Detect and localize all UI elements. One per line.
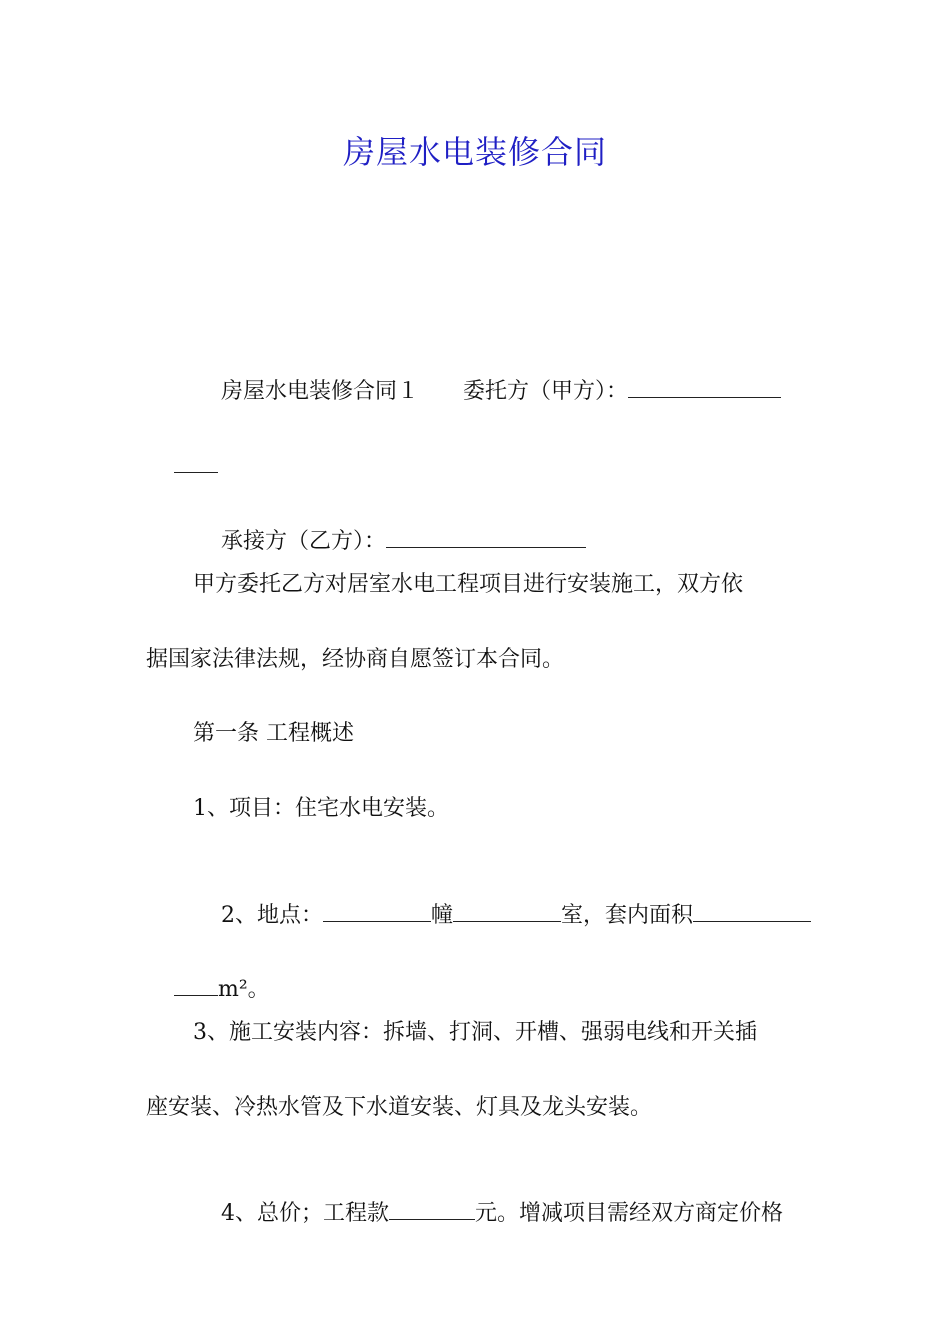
item-2-line-1: [193, 869, 811, 961]
item-4-line: [193, 1167, 783, 1259]
party-b-label: 承接方（乙方）：: [220, 529, 386, 554]
item-2-room-area: 室，套内面积: [561, 903, 694, 928]
party-a-label: 委托方（甲方）：: [463, 379, 629, 404]
item-4-prefix: 4、总价；工程款: [220, 1201, 389, 1226]
item-2-building: 幢: [430, 903, 453, 928]
item-3-line-1: 3、施工安装内容：拆墙、打洞、开槽、强弱电线和开关插: [193, 1020, 757, 1045]
party-a-blank: [628, 375, 781, 398]
party-a-blank-tail: [174, 450, 218, 473]
room-blank: [453, 899, 561, 922]
preamble-line-2: 据国家法律法规，经协商自愿签订本合同。: [146, 647, 565, 672]
item-1: 1、项目：住宅水电安装。: [193, 796, 449, 821]
item-3-line-2: 座安装、冷热水管及下水道安装、灯具及龙头安装。: [146, 1095, 653, 1120]
intro-line: [193, 345, 781, 437]
price-blank: [389, 1197, 475, 1220]
area-blank: [693, 899, 811, 922]
party-b-blank: [386, 525, 586, 548]
article-1-title: 第一条 工程概述: [193, 721, 354, 746]
preamble-line-1: 甲方委托乙方对居室水电工程项目进行安装施工，双方依: [193, 572, 744, 597]
contract-heading: 房屋水电装修合同１: [220, 379, 419, 404]
item-2-prefix: 2、地点：: [220, 903, 323, 928]
document-title: 房屋水电装修合同: [342, 133, 607, 171]
item-4-suffix: 元。增减项目需经双方商定价格: [474, 1201, 783, 1226]
item-2-unit: m²。: [217, 977, 270, 1002]
area-blank-tail: [174, 973, 218, 996]
building-blank: [323, 899, 431, 922]
